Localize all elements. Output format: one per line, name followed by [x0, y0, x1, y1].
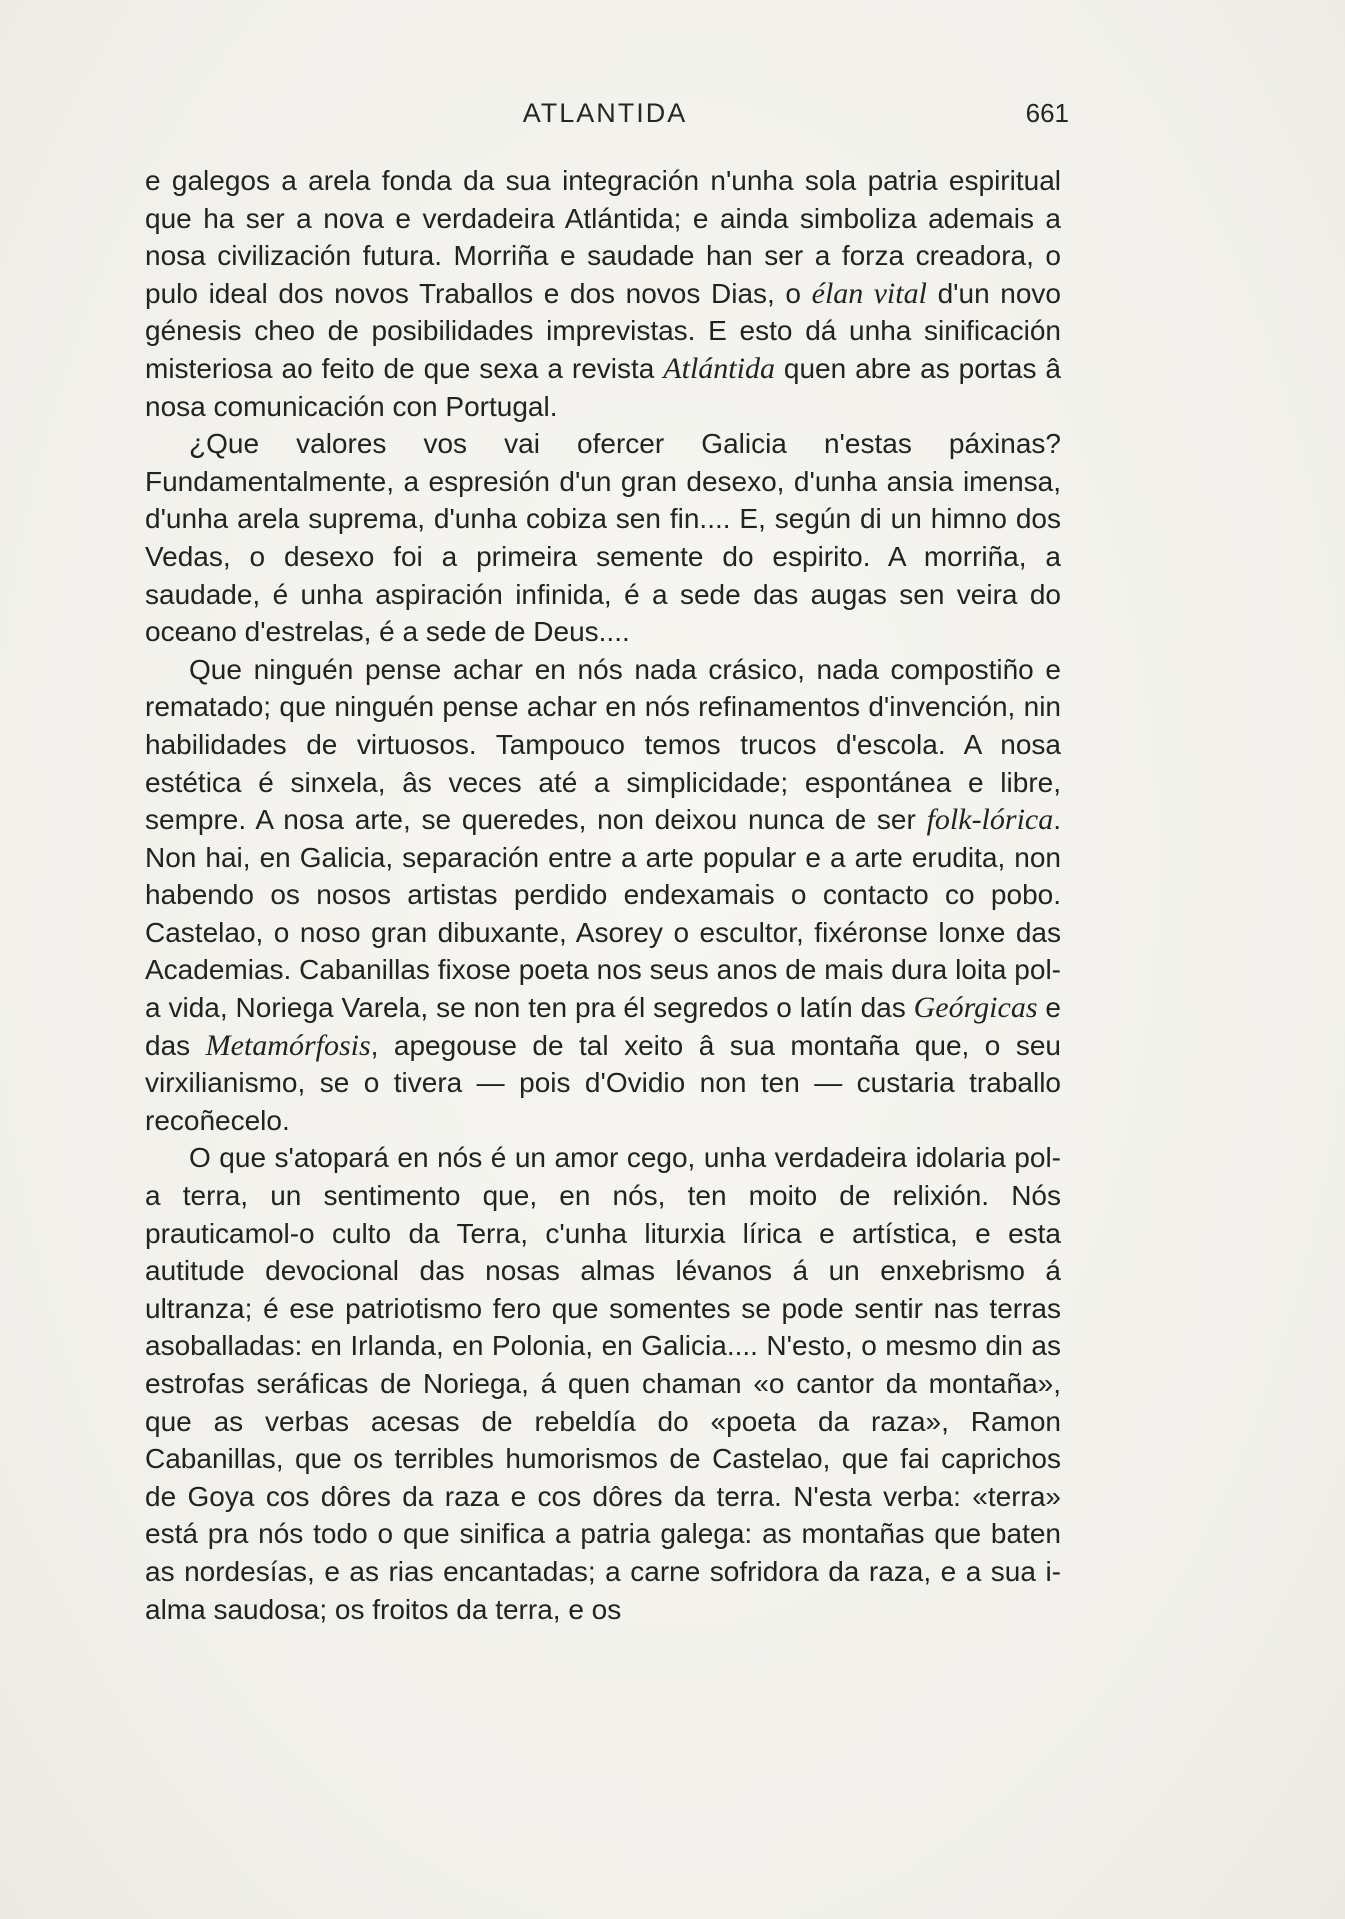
running-head — [145, 98, 1069, 138]
text-run: quen abre as portas â nosa comunicación con Portugal. — [145, 352, 1062, 422]
body-text — [145, 162, 1061, 1628]
text-run: ¿Que valores vos vai ofercer Galicia n'estas páxinas? Fundamentalmente, a espresión d'un gran desexo, d'unha ansia imensa, d'unha arela suprema, d'unha cobiza sen fin.... E, según di un himno dos Vedas, o desexo foi a primeira semente do espirito. A morriña, a saudade, é unha aspiración infinida, é a sede das augas sen veira do oceano d'estrelas, é a sede de Deus.... — [145, 428, 1061, 648]
page-number: 661 — [1025, 98, 1069, 128]
text-run: e das — [145, 992, 1062, 1061]
italic-text: Metamórfosis — [205, 1028, 371, 1062]
text-run: d'un novo génesis cheo de posibilidades imprevistas. E esto dá unha sinificación misteriosa ao feito de que sexa a revista — [145, 277, 1061, 384]
text-run: Que ninguén pense achar en nós nada crásico, nada compostiño e rematado; que ninguén pense achar en nós refinamentos d'invención, nin habilidades de virtuosos. Tampouco temos trucos d'escola. A nosa estética é sinxela, âs veces até a simplicidade; espontánea e libre, sempre. A nosa arte, se queredes, non deixou nunca de ser — [145, 653, 1061, 836]
paragraph — [145, 651, 1061, 1140]
italic-text: folk-lórica — [926, 803, 1054, 837]
text-run: e galegos a arela fonda da sua integración n'unha sola patria espiritual que ha ser a nova e verdadeira Atlántida; e ainda simboliza ademais a nosa civilización futura. Morriña e saudade han ser a forza creadora, o pulo ideal dos novos Traballos e dos novos Dias, o — [145, 165, 1061, 309]
running-title: ATLANTIDA — [522, 98, 688, 128]
paragraph — [145, 425, 1061, 651]
paragraph — [145, 162, 1061, 425]
italic-text: Geórgicas — [913, 991, 1038, 1025]
paragraph — [145, 1139, 1061, 1628]
text-run: . Non hai, en Galicia, separación entre a arte popular e a arte erudita, non habendo os nosos artistas perdido endexamais o contacto co pobo. Castelao, o noso gran dibuxante, Asorey o escultor, fixéronse lonxe das Academias. Cabanillas fixose poeta nos seus anos de mais dura loita pol-a vida, Noriega Varela, se non ten pra él segredos o latín das — [145, 804, 1061, 1024]
italic-text: Atlántida — [663, 351, 775, 385]
text-run: , apegouse de tal xeito â sua montaña que, o seu virxilianismo, se o tivera — pois d'Ovidio non ten — custaria traballo recoñecelo. — [145, 1029, 1061, 1136]
text-run: O que s'atopará en nós é un amor cego, unha verdadeira idolaria pol-a terra, un sentimento que, en nós, ten moito de relixión. Nós prauticamol-o culto da Terra, c'unha liturxia lírica e artística, e esta autitude devocional das nosas almas lévanos á un enxebrismo á ultranza; é ese patriotismo fero que somentes se pode sentir nas terras asoballadas: en Irlanda, en Polonia, en Galicia.... N'esto, o mesmo din as estrofas seráficas de Noriega, á quen chaman «o cantor da montaña», que as verbas acesas de rebeldía do «poeta da raza», Ramon Cabanillas, que os terribles humorismos de Castelao, que fai caprichos de Goya cos dôres da raza e cos dôres da terra. N'esta verba: «terra» está pra nós todo o que sinifica a patria galega: as montañas que baten as nordesías, e as rias encantadas; a carne sofridora da raza, e a sua i-alma saudosa; os froitos da terra, e os — [145, 1142, 1061, 1625]
italic-text: élan vital — [811, 276, 927, 310]
